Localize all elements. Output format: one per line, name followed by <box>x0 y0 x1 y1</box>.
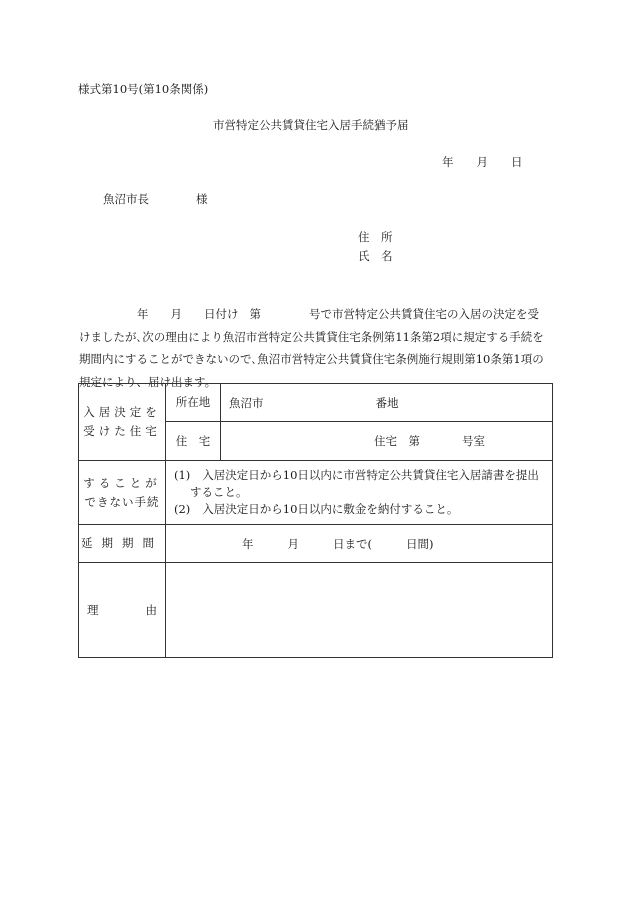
housing-value-suffix: 号室 <box>462 434 485 448</box>
housing-header-line-1: 入居決定を <box>83 405 161 419</box>
housing-header-line-2: 受けた住宅 <box>83 424 161 438</box>
reason-label-left: 理 <box>87 603 99 617</box>
location-row <box>79 384 553 422</box>
body-year: 年 <box>137 307 149 321</box>
body-line-1-rest: 号で市営特定公共賃貸住宅の入居の決定を受 <box>309 307 539 321</box>
housing-header-cell <box>79 384 166 461</box>
period-year: 年 <box>242 536 254 551</box>
procedure-item-1 <box>174 467 552 484</box>
period-value-cell <box>166 525 553 563</box>
period-until: 日まで( <box>333 536 372 551</box>
location-suffix: 番地 <box>375 395 399 410</box>
document-title: 市営特定公共賃貸住宅入居手続猶予届 <box>213 118 409 132</box>
procedure-header-line-1: することが <box>83 475 161 490</box>
body-number-prefix: 第 <box>249 307 261 321</box>
addressee-name: 魚沼市長 <box>103 192 149 206</box>
body-line-2: けましたが､次の理由により魚沼市営特定公共賃貸住宅条例第11条第2項に規定する手続を <box>79 329 544 344</box>
submission-date: 年 月 日 <box>442 155 523 169</box>
body-line-4: 規定により、届け出ます。 <box>79 374 217 389</box>
body-line-3: 期間内にすることができないので､魚沼市営特定公共賃貸住宅条例施行規則第10条第1項の <box>79 352 544 366</box>
location-label: 所在地 <box>175 395 211 409</box>
procedure-list-cell <box>166 461 553 525</box>
addressee-honorific: 様 <box>196 192 208 206</box>
body-month: 月 <box>170 307 182 321</box>
body-paragraph <box>79 303 559 393</box>
procedure-item-1-continued: すること。 <box>190 485 248 499</box>
reason-header-cell <box>79 563 166 658</box>
period-row <box>79 525 553 563</box>
details-table <box>78 383 553 658</box>
housing-label-cell <box>166 422 221 461</box>
body-day: 日付け <box>204 307 239 321</box>
reason-label-right: 由 <box>145 603 157 617</box>
housing-value-prefix: 住宅 第 <box>374 434 420 448</box>
procedure-item-2-number: (2) <box>174 502 191 516</box>
location-label-cell <box>166 384 221 422</box>
reason-row <box>79 563 553 658</box>
body-line-1 <box>79 303 559 326</box>
procedure-item-2 <box>174 501 552 518</box>
period-month: 月 <box>287 536 299 551</box>
period-label: 延期期間 <box>81 536 163 550</box>
housing-label: 住 宅 <box>175 433 211 448</box>
period-header-cell <box>79 525 166 563</box>
procedure-row <box>79 461 553 525</box>
location-city: 魚沼市 <box>229 395 264 410</box>
form-number: 様式第10号(第10条関係) <box>78 82 209 96</box>
period-days: 日間) <box>406 536 434 551</box>
procedure-header-cell <box>79 461 166 525</box>
procedure-item-1-number: (1) <box>174 468 191 482</box>
applicant-name-label: 氏 名 <box>358 249 393 263</box>
applicant-address-label: 住 所 <box>358 230 393 244</box>
procedure-item-2-text: 入居決定日から10日以内に敷金を納付すること。 <box>202 502 459 516</box>
location-value-cell <box>221 384 553 422</box>
procedure-item-1-text: 入居決定日から10日以内に市営特定公共賃貸住宅入居請書を提出 <box>202 468 539 482</box>
procedure-header-line-2: できない手続 <box>84 494 160 509</box>
reason-value-cell <box>166 563 553 658</box>
housing-value-cell <box>221 422 553 461</box>
